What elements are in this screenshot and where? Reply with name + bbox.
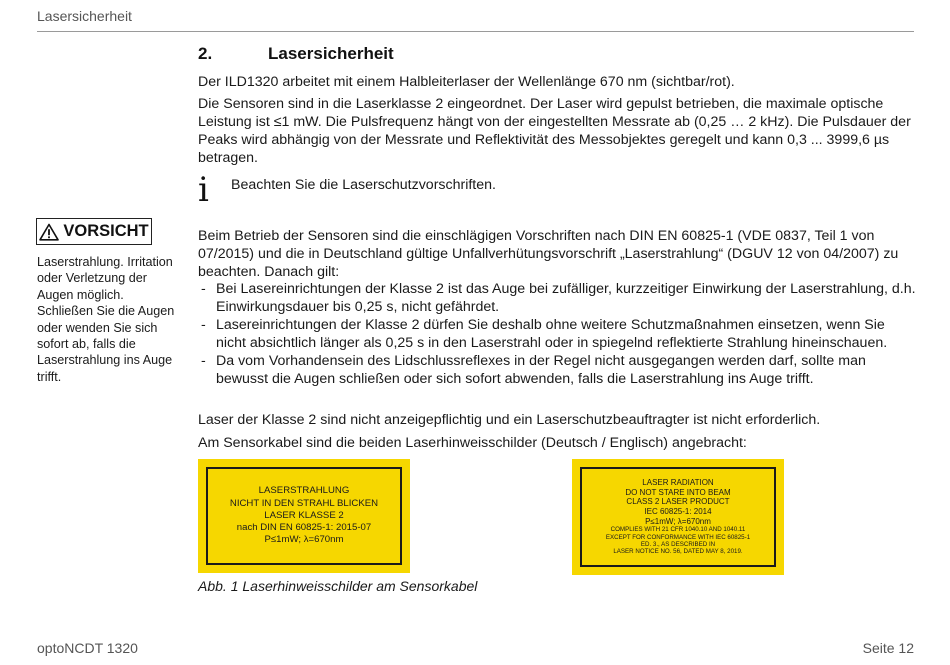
paragraph-laser-class: Die Sensoren sind in die Laserklasse 2 eingeordnet. Der Laser wird gepulst betrieben, die maximale optische Leistung ist ≤1 mW. Die Pulsfrequenz hängt von der eingestellten Messrate ab (0,25 … 2 kHz). Die Pulsdauer der Peaks wird abhängig von der Messrate und Reflektivität des Messobjektes geregelt und kann 0,3 ... 3999,6 µs betragen. [198,96,911,166]
caution-text: Laserstrahlung. Irritation oder Verletzung der Augen möglich. Schließen Sie die Augen oder wenden Sie sich sofort ab, falls die Laserstrahlung ins Auge trifft. [37,255,175,384]
paragraph-regulations: Beim Betrieb der Sensoren sind die einschlägigen Vorschriften nach DIN EN 60825-1 (VDE 0837, Teil 1 von 07/2015) und die in Deutschland gültige Unfallverhütungsvorschrift „Laserstrahlung“ (DGUV 12 von 04/2007) zu beachten. Danach gilt: [198,228,899,280]
info-note-text: Beachten Sie die Laserschutzvorschriften. [231,177,496,193]
list-item-text: Bei Lasereinrichtungen der Klasse 2 ist das Auge bei zufälliger, kurzzeitiger Einwirkung der Laserstrahlung, d.h. Einwirkungsdauer bis 0,25 s, nicht gefährdet. [216,281,916,315]
section-title: Lasersicherheit [268,44,394,63]
footer-product: optoNCDT 1320 [37,640,138,656]
label-line: LASERSTRAHLUNG [258,485,350,497]
footer-page-number: Seite 12 [862,640,914,656]
header-divider [37,31,914,32]
label-small-line: LASER NOTICE NO. 56, DATED MAY 8, 2019. [613,548,743,556]
bullet-dash: - [201,281,206,297]
caution-label: VORSICHT [63,222,149,240]
bullet-dash: - [201,353,206,369]
list-item [198,280,918,316]
label-line: IEC 60825-1: 2014 [644,506,712,516]
label-line: LASER KLASSE 2 [264,509,344,521]
bullet-dash: - [201,317,206,333]
info-icon: i [198,170,209,210]
label-line: P≤1mW; λ=670nm [645,516,711,526]
label-small-line: EXCEPT FOR CONFORMANCE WITH IEC 60825-1 [605,533,751,541]
label-line: DO NOT STARE INTO BEAM [625,487,731,497]
list-item [198,316,918,352]
label-frame [580,467,776,567]
paragraph-no-registration: Laser der Klasse 2 sind nicht anzeigepflichtig und ein Laserschutzbeauftragter ist nicht erforderlich. [198,412,821,428]
label-line: nach DIN EN 60825-1: 2015-07 [236,522,372,534]
label-frame [206,467,402,565]
warning-triangle-icon [39,223,59,241]
section-number: 2. [198,44,213,63]
running-header: Lasersicherheit [37,8,132,24]
caution-badge [36,218,152,245]
section-heading [198,44,394,64]
laser-warning-label-english [572,459,784,575]
label-small-line: ED. 3., AS DESCRIBED IN [640,540,716,548]
bullet-list [198,280,918,388]
list-item-text: Lasereinrichtungen der Klasse 2 dürfen Sie deshalb ohne weitere Schutzmaßnahmen einsetzen, wenn Sie nicht absichtlich länger als 0,25 s in den Laserstrahl oder in spiegelnd reflektierte Strahlung hineinschauen. [216,317,888,351]
label-small-line: COMPLIES WITH 21 CFR 1040.10 AND 1040.11 [610,526,746,534]
figure-caption: Abb. 1 Laserhinweisschilder am Sensorkabel [198,578,478,594]
label-line: P≤1mW; λ=670nm [264,534,344,546]
paragraph-labels: Am Sensorkabel sind die beiden Laserhinweisschilder (Deutsch / Englisch) angebracht: [198,435,747,451]
label-line: LASER RADIATION [642,478,714,488]
paragraph-wavelength: Der ILD1320 arbeitet mit einem Halbleiterlaser der Wellenlänge 670 nm (sichtbar/rot). [198,74,735,90]
laser-warning-label-german [198,459,410,573]
list-item-text: Da vom Vorhandensein des Lidschlussreflexes in der Regel nicht ausgegangen werden darf, sollte man bewusst die Augen schließen oder sich sofort abwenden, falls die Laserstrahlung ins Auge trifft. [216,353,866,387]
label-line: CLASS 2 LASER PRODUCT [626,497,730,507]
list-item [198,352,918,388]
label-line: NICHT IN DEN STRAHL BLICKEN [229,497,379,509]
